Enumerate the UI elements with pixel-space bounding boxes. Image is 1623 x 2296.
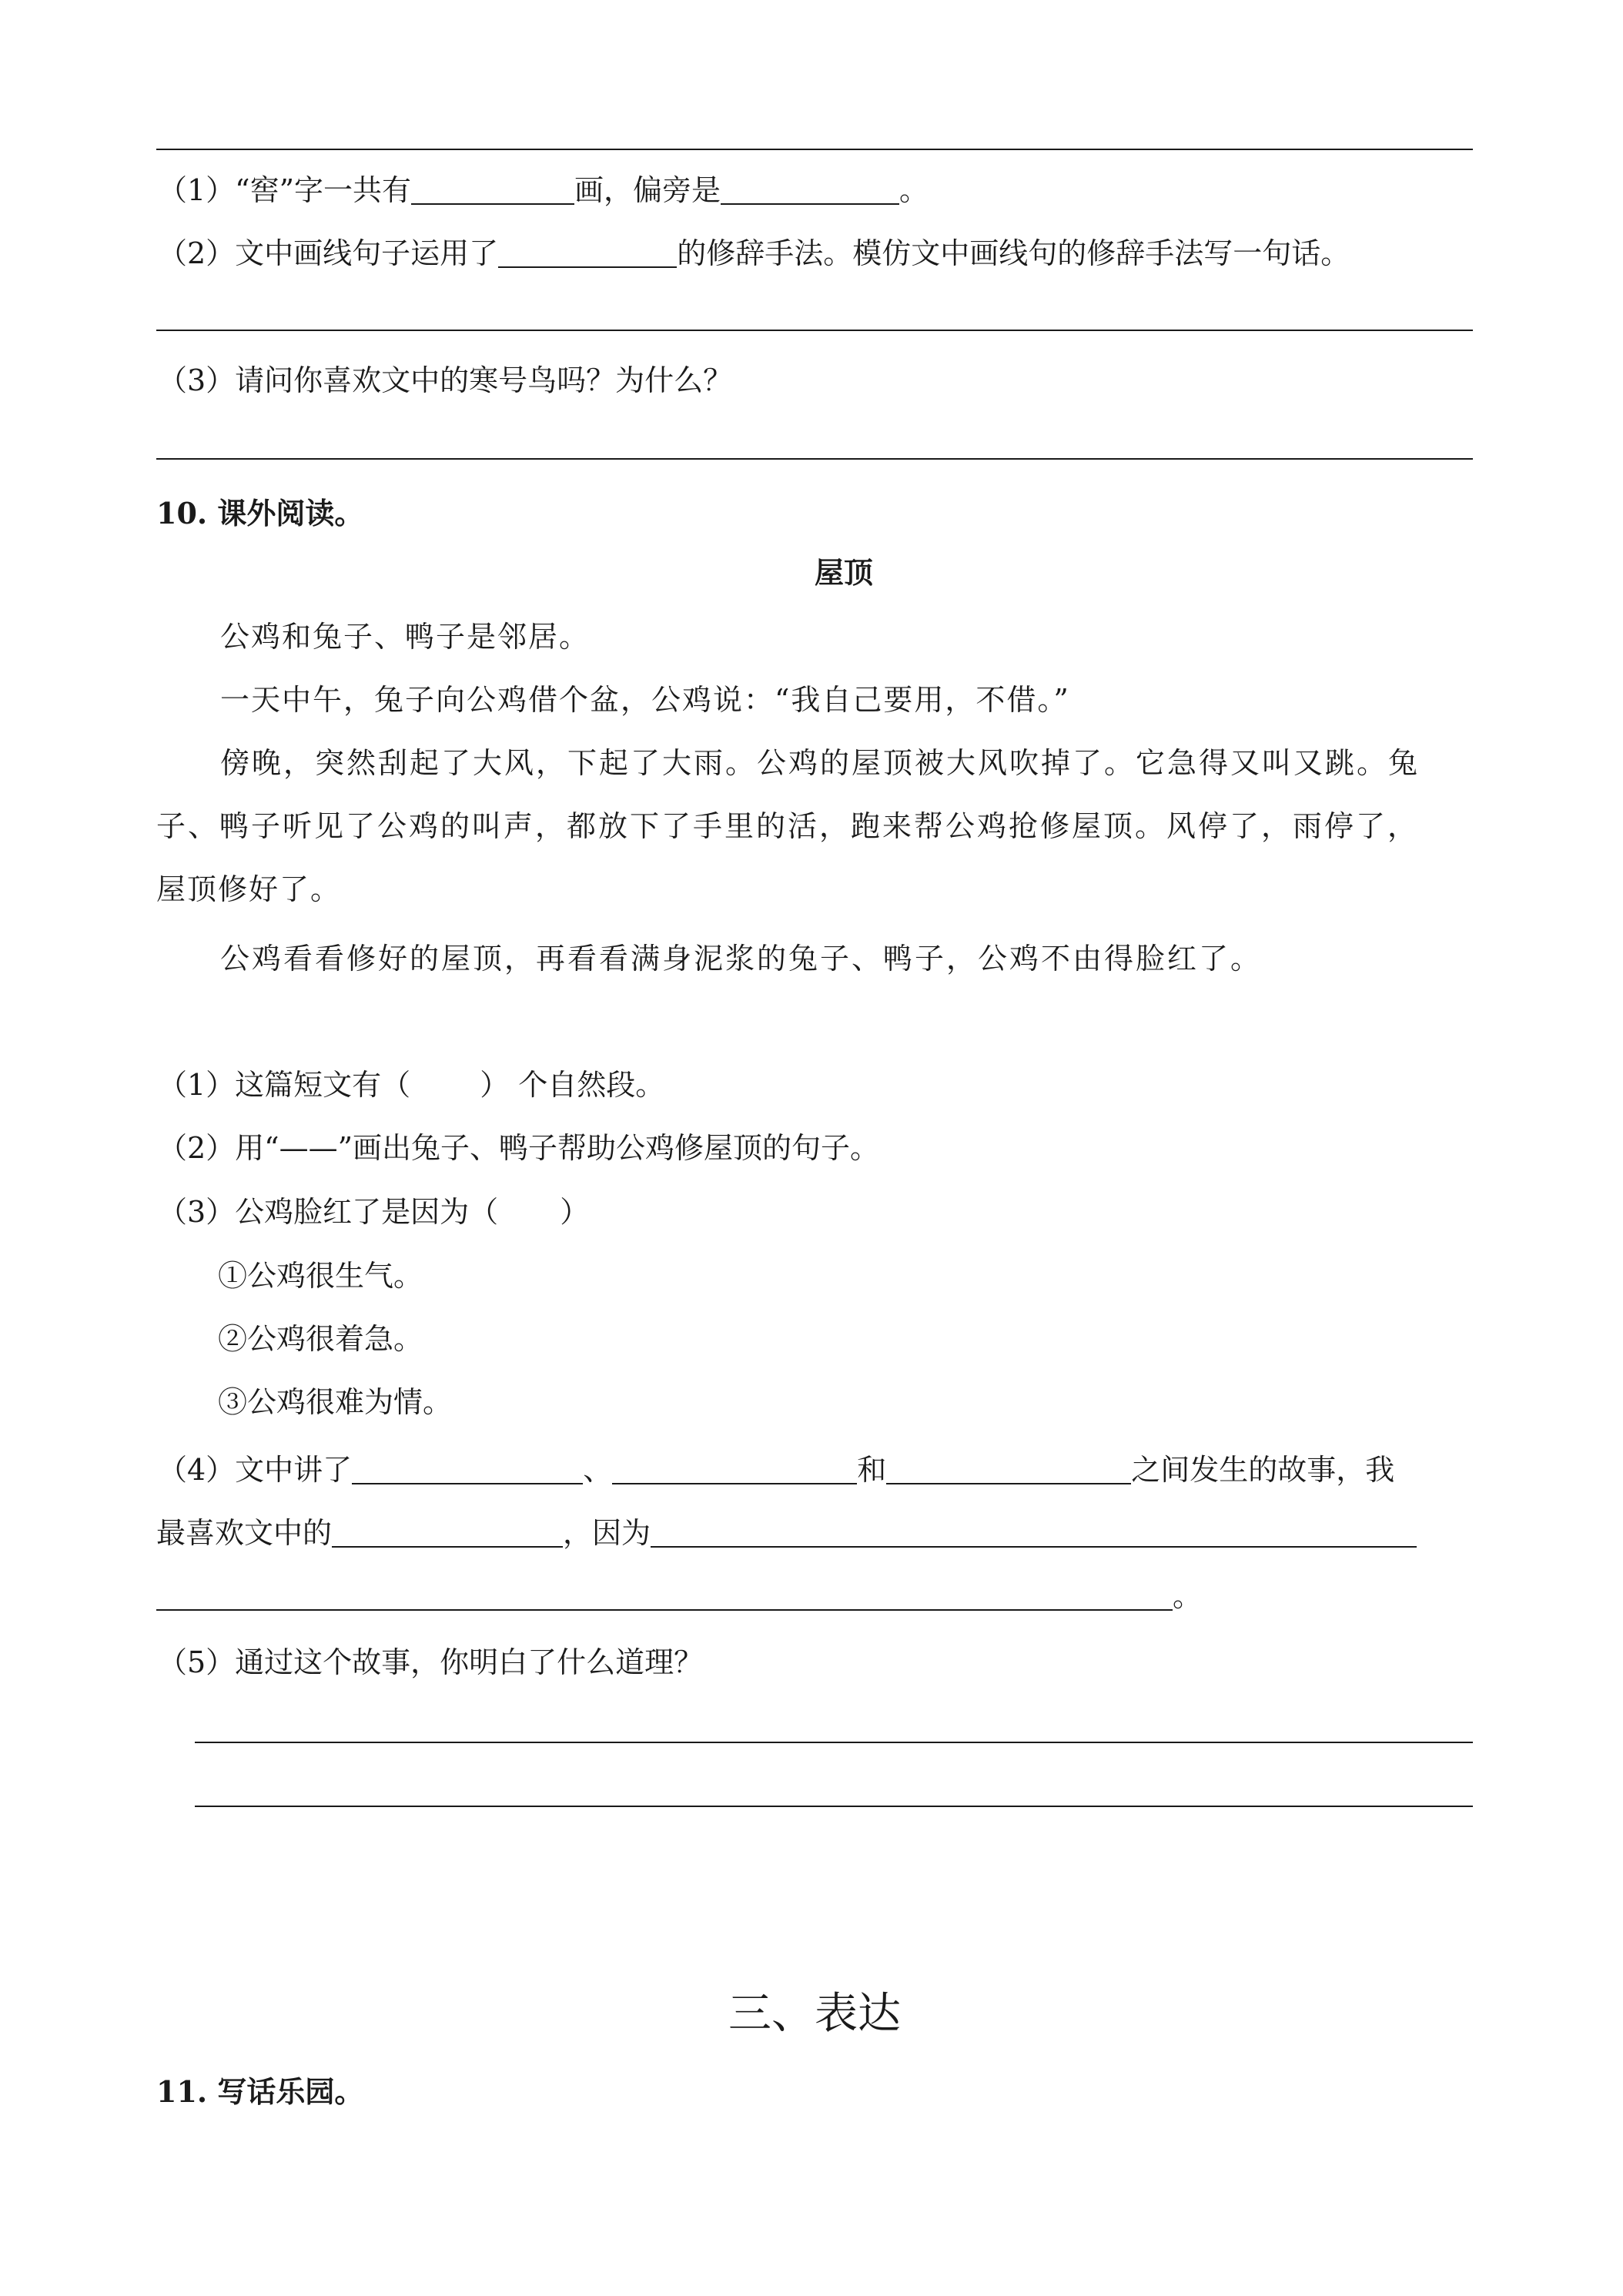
question-10-3	[158, 1197, 589, 1227]
question-text: ，因为	[563, 1516, 651, 1550]
story-paragraph: 屋顶修好了。	[156, 872, 342, 906]
answer-blank[interactable]	[332, 1520, 563, 1548]
question-text: 画，偏旁是	[574, 173, 721, 207]
question-text: （2）文中画线句子运用了	[158, 236, 499, 270]
story-paragraph: 公鸡和兔子、鸭子是邻居。	[220, 620, 591, 654]
answer-blank[interactable]	[156, 1583, 1173, 1611]
question-text: 之间发生的故事，我	[1131, 1453, 1395, 1487]
question-10-5: （5）通过这个故事，你明白了什么道理？	[158, 1645, 704, 1679]
option-2[interactable]: ②公鸡很着急。	[218, 1322, 423, 1356]
section-title: 三、表达	[728, 1989, 901, 2039]
question-text: 。	[1173, 1579, 1203, 1613]
section-heading: 10. 课外阅读。	[156, 496, 364, 530]
answer-blank[interactable]	[498, 240, 677, 268]
answer-line	[156, 149, 1473, 150]
answer-blank[interactable]	[721, 177, 899, 205]
answer-line[interactable]	[156, 330, 1473, 331]
question-2	[158, 236, 1350, 270]
question-text: ）	[560, 1195, 590, 1229]
question-text: （1）“窖”字一共有	[158, 173, 412, 207]
question-text: 和	[857, 1453, 887, 1487]
answer-blank[interactable]	[352, 1457, 583, 1484]
question-text: 。	[899, 173, 929, 207]
story-paragraph: 公鸡看看修好的屋顶，再看看满身泥浆的兔子、鸭子，公鸡不由得脸红了。	[220, 942, 1263, 976]
question-text: 最喜欢文中的	[156, 1516, 333, 1550]
question-text: （1）这篇短文有（	[158, 1068, 411, 1102]
option-3[interactable]: ③公鸡很难为情。	[218, 1385, 453, 1419]
story-paragraph: 傍晚，突然刮起了大风，下起了大雨。公鸡的屋顶被大风吹掉了。它急得又叫又跳。兔	[220, 746, 1421, 780]
answer-blank[interactable]	[886, 1457, 1131, 1484]
question-10-2: （2）用“——”画出兔子、鸭子帮助公鸡修屋顶的句子。	[158, 1131, 880, 1165]
question-10-4	[158, 1453, 1395, 1487]
question-10-4-line2	[156, 1518, 1417, 1548]
option-1[interactable]: ①公鸡很生气。	[218, 1259, 423, 1293]
story-paragraph: 一天中午，兔子向公鸡借个盆，公鸡说：“我自己要用，不借。”	[220, 683, 1070, 717]
answer-line[interactable]	[195, 1806, 1473, 1807]
answer-blank[interactable]	[411, 177, 574, 205]
story-title: 屋顶	[815, 556, 874, 590]
answer-blank[interactable]	[651, 1520, 1417, 1548]
question-text: （3）公鸡脸红了是因为（	[158, 1195, 499, 1229]
question-text: 、	[583, 1453, 613, 1487]
question-10-4-line3	[156, 1581, 1202, 1611]
question-10-1	[158, 1068, 665, 1102]
question-11: 11. 写话乐园。	[156, 2074, 364, 2109]
question-3: （3）请问你喜欢文中的寒号鸟吗？为什么？	[158, 363, 733, 397]
question-text: ） 个自然段。	[480, 1068, 665, 1102]
question-text: 的修辞手法。模仿文中画线句的修辞手法写一句话。	[677, 236, 1350, 270]
question-text: （4）文中讲了	[158, 1453, 353, 1487]
question-1	[158, 173, 929, 207]
answer-blank[interactable]	[612, 1457, 857, 1484]
answer-line[interactable]	[195, 1742, 1473, 1743]
answer-line[interactable]	[156, 458, 1473, 460]
story-paragraph: 子、鸭子听见了公鸡的叫声，都放下了手里的活，跑来帮公鸡抢修屋顶。风停了，雨停了，	[156, 809, 1420, 843]
